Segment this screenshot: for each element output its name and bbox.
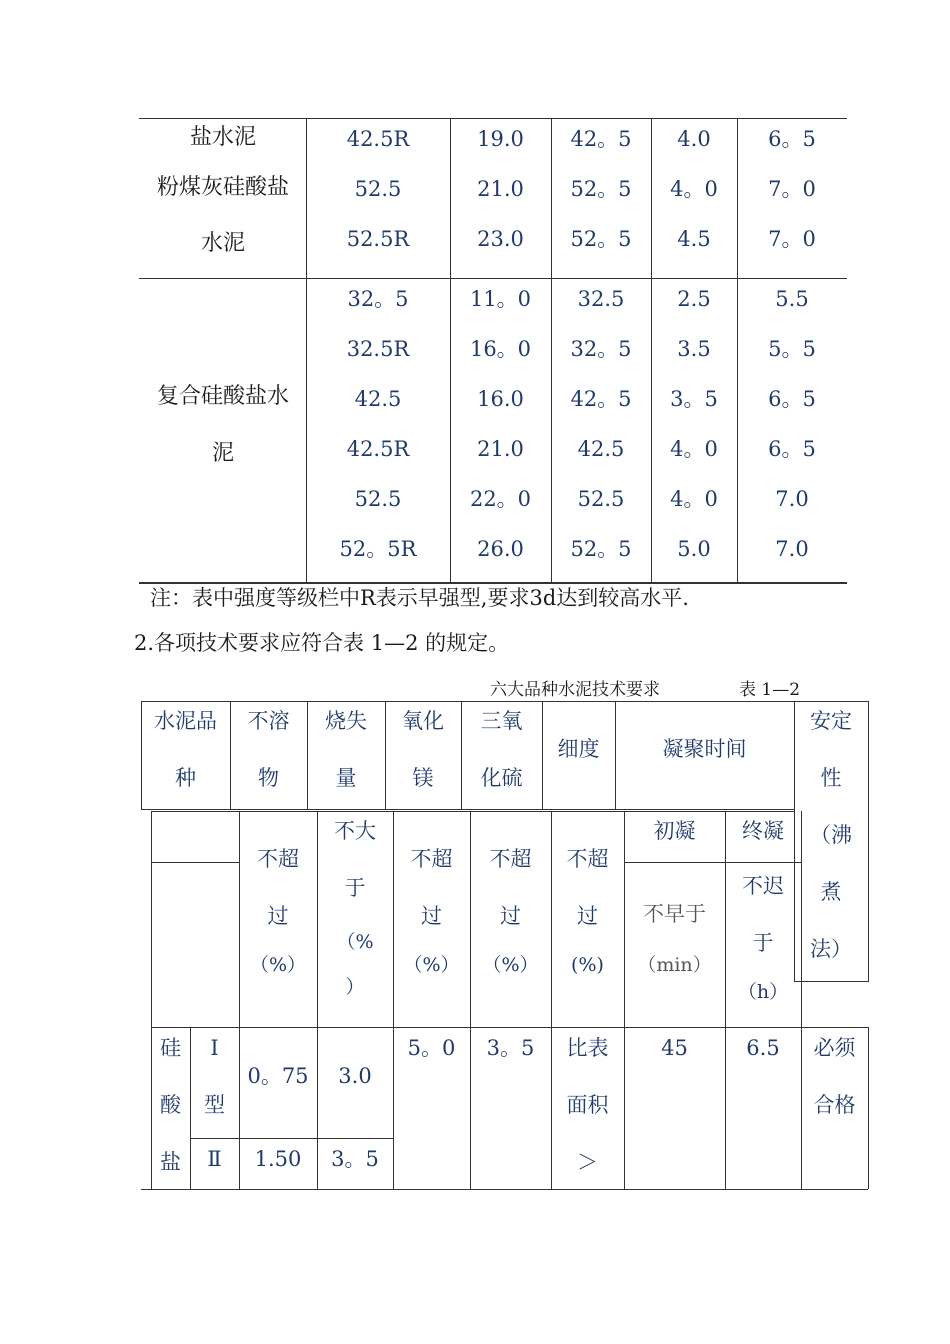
strength-grade: 42.5R xyxy=(346,127,410,151)
strength-grade: 52.5 xyxy=(354,487,402,511)
strength-grade: 52.5 xyxy=(354,177,402,201)
value-column xyxy=(551,274,651,574)
value-cell: 5.5 xyxy=(775,287,809,311)
header-final-setting: 终凝 xyxy=(742,819,784,843)
value-column xyxy=(450,114,551,264)
value-cell: 7。0 xyxy=(768,227,816,251)
header-setting-time: 凝聚时间 xyxy=(662,737,747,761)
sulfur-trioxide-value: 3。5 xyxy=(486,1036,535,1060)
insoluble-type-2: 1.50 xyxy=(254,1147,302,1171)
value-cell: 19.0 xyxy=(477,127,524,151)
value-cell: 32.5 xyxy=(577,287,625,311)
unit-magnesium-oxide: 不超 过 （%） xyxy=(403,847,460,976)
requirement-item-2: 2.各项技术要求应符合表 1—2 的规定。 xyxy=(134,631,510,655)
value-cell: 5.0 xyxy=(677,537,711,561)
value-cell: 42。5 xyxy=(570,387,632,411)
header-insoluble: 不溶 物 xyxy=(247,709,290,790)
final-setting-value: 6.5 xyxy=(746,1036,780,1060)
value-cell: 4.0 xyxy=(677,127,711,151)
value-cell: 22。0 xyxy=(469,487,532,511)
value-cell: 3.5 xyxy=(677,337,711,361)
value-column xyxy=(651,114,737,264)
value-cell: 4。0 xyxy=(670,437,718,461)
insoluble-type-1: 0。75 xyxy=(247,1064,309,1088)
value-column xyxy=(737,274,847,574)
row-variety-silicate: 硅 酸 盐 xyxy=(160,1036,181,1174)
unit-insoluble: 不超 过 （%） xyxy=(249,847,307,976)
value-cell: 32。5 xyxy=(570,337,632,361)
value-cell: 4。0 xyxy=(670,487,718,511)
value-cell: 4。0 xyxy=(670,177,718,201)
unit-initial-setting: 不早于 （min） xyxy=(637,902,712,976)
fineness-value: 比表 面积 ＞ xyxy=(566,1036,609,1174)
value-cell: 3。5 xyxy=(670,387,718,411)
table-caption: 六大品种水泥技术要求 xyxy=(490,680,660,700)
value-cell: 52。5 xyxy=(570,537,632,561)
unit-final-setting: 不迟 于 （h） xyxy=(737,874,789,1003)
strength-grade: 42.5 xyxy=(354,387,402,411)
unit-sulfur-trioxide: 不超 过 （%） xyxy=(482,847,539,976)
value-cell: 42.5 xyxy=(577,437,625,461)
value-column xyxy=(450,274,551,574)
value-cell: 6。5 xyxy=(768,437,816,461)
cement-name-fly-ash xyxy=(140,113,306,275)
header-soundness: 安定 性 （沸 煮 法） xyxy=(810,709,852,961)
value-cell: 16.0 xyxy=(477,387,524,411)
header-fineness: 细度 xyxy=(557,737,600,761)
strength-grade: 52。5R xyxy=(339,537,417,561)
cement-name-composite xyxy=(140,368,306,482)
strength-grade: 32。5 xyxy=(347,287,409,311)
cement-name-line: 粉煤灰硅酸盐 xyxy=(156,175,289,200)
cement-name-line: 复合硅酸盐水 xyxy=(156,384,289,409)
soundness-value: 必须 合格 xyxy=(813,1036,856,1117)
header-sulfur-trioxide: 三氧 化硫 xyxy=(480,709,523,790)
strength-grade: 32.5R xyxy=(346,337,410,361)
cement-name-line: 盐水泥 xyxy=(189,125,256,150)
value-cell: 52。5 xyxy=(570,177,632,201)
strength-grade-column xyxy=(306,114,450,264)
value-cell: 52。5 xyxy=(570,227,632,251)
value-cell: 21.0 xyxy=(477,437,524,461)
loss-type-1: 3.0 xyxy=(338,1064,372,1088)
value-cell: 7.0 xyxy=(775,537,809,561)
unit-fineness: 不超 过 (%) xyxy=(566,847,609,976)
row-type-1: Ⅰ 型 xyxy=(204,1036,225,1117)
table-label: 表 1—2 xyxy=(739,680,801,700)
cement-name-line: 泥 xyxy=(211,441,234,466)
value-cell: 26.0 xyxy=(477,537,524,561)
magnesium-oxide-value: 5。0 xyxy=(407,1036,456,1060)
value-column xyxy=(551,114,651,264)
value-cell: 7。0 xyxy=(768,177,816,201)
value-cell: 42。5 xyxy=(570,127,632,151)
value-cell: 6。5 xyxy=(768,387,816,411)
unit-loss: 不大 于 （% ） xyxy=(334,819,376,998)
value-cell: 5。5 xyxy=(768,337,816,361)
strength-grade: 42.5R xyxy=(346,437,410,461)
header-initial-setting: 初凝 xyxy=(653,819,696,843)
value-cell: 21.0 xyxy=(477,177,524,201)
loss-type-2: 3。5 xyxy=(331,1147,379,1171)
value-cell: 11。0 xyxy=(469,287,532,311)
value-cell: 7.0 xyxy=(775,487,809,511)
value-cell: 52.5 xyxy=(577,487,625,511)
strength-grade: 52.5R xyxy=(346,227,410,251)
initial-setting-value: 45 xyxy=(661,1036,688,1060)
value-cell: 6。5 xyxy=(768,127,816,151)
header-variety: 水泥品 种 xyxy=(154,709,217,790)
cement-name-line: 水泥 xyxy=(200,231,245,256)
table-note: 注：表中强度等级栏中R表示早强型,要求3d达到较高水平. xyxy=(150,586,689,610)
value-cell: 16。0 xyxy=(469,337,532,361)
value-column xyxy=(651,274,737,574)
header-loss-on-ignition: 烧失 量 xyxy=(325,709,367,790)
value-cell: 23.0 xyxy=(477,227,524,251)
header-magnesium-oxide: 氧化 镁 xyxy=(402,709,444,790)
row-type-2: Ⅱ xyxy=(207,1147,222,1171)
value-cell: 2.5 xyxy=(677,287,711,311)
value-column xyxy=(737,114,847,264)
strength-grade-column xyxy=(306,274,450,574)
value-cell: 4.5 xyxy=(677,227,711,251)
